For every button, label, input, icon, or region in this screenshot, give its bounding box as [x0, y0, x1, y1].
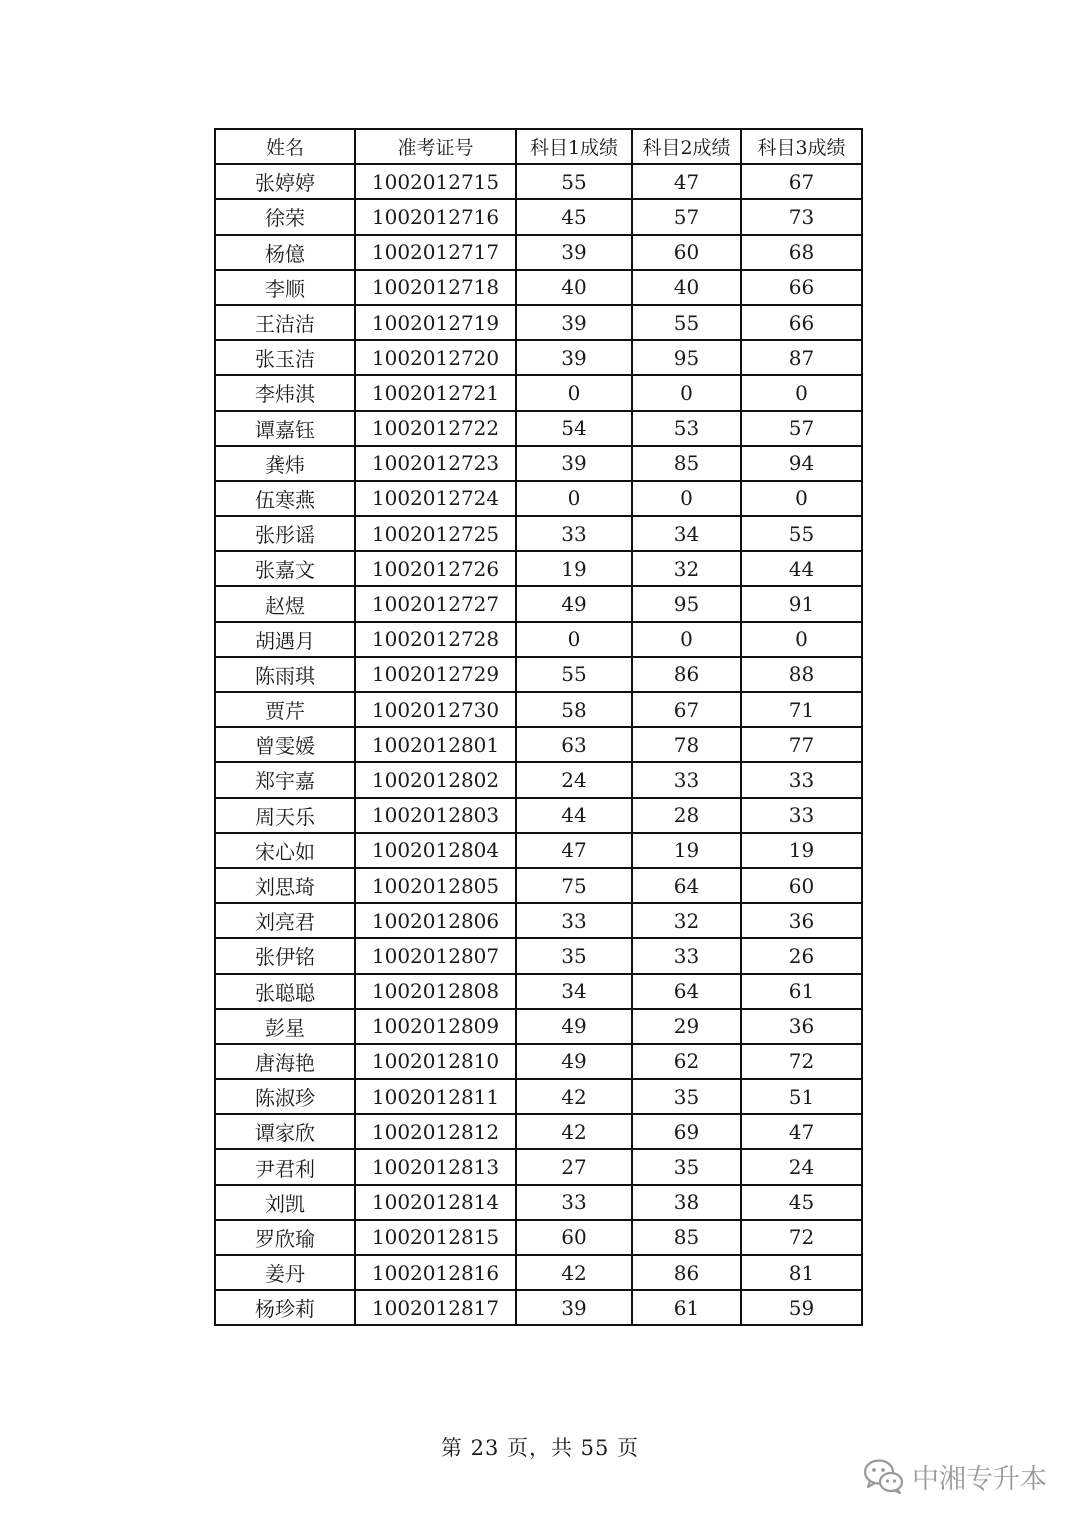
cell-subject2-score: 57: [632, 199, 741, 234]
cell-exam-id: 1002012729: [355, 657, 516, 692]
cell-subject1-score: 60: [516, 1220, 632, 1255]
cell-subject2-score: 33: [632, 938, 741, 973]
cell-subject2-score: 53: [632, 411, 741, 446]
cell-subject3-score: 73: [741, 199, 862, 234]
table-row: [215, 446, 862, 481]
cell-subject2-score: 33: [632, 762, 741, 797]
cell-subject2-score: 55: [632, 305, 741, 340]
cell-subject3-score: 94: [741, 446, 862, 481]
cell-subject3-score: 33: [741, 762, 862, 797]
cell-name: 刘凯: [215, 1185, 355, 1220]
cell-name: 陈雨琪: [215, 657, 355, 692]
cell-subject3-score: 66: [741, 270, 862, 305]
cell-subject3-score: 45: [741, 1185, 862, 1220]
cell-subject2-score: 34: [632, 516, 741, 551]
cell-exam-id: 1002012802: [355, 762, 516, 797]
cell-name: 谭嘉钰: [215, 411, 355, 446]
cell-subject2-score: 86: [632, 1255, 741, 1290]
table-row: [215, 1009, 862, 1044]
table-row: [215, 1290, 862, 1325]
cell-subject3-score: 47: [741, 1114, 862, 1149]
cell-subject3-score: 67: [741, 164, 862, 199]
table-row: [215, 903, 862, 938]
cell-subject3-score: 51: [741, 1079, 862, 1114]
cell-subject2-score: 69: [632, 1114, 741, 1149]
cell-exam-id: 1002012725: [355, 516, 516, 551]
table-row: [215, 938, 862, 973]
cell-subject1-score: 27: [516, 1149, 632, 1184]
cell-exam-id: 1002012719: [355, 305, 516, 340]
cell-subject2-score: 95: [632, 586, 741, 621]
table-row: [215, 235, 862, 270]
cell-subject3-score: 57: [741, 411, 862, 446]
cell-subject3-score: 26: [741, 938, 862, 973]
table-row: [215, 833, 862, 868]
cell-name: 刘思琦: [215, 868, 355, 903]
cell-subject3-score: 66: [741, 305, 862, 340]
cell-exam-id: 1002012816: [355, 1255, 516, 1290]
cell-subject2-score: 38: [632, 1185, 741, 1220]
cell-subject1-score: 42: [516, 1079, 632, 1114]
cell-subject2-score: 0: [632, 622, 741, 657]
cell-subject3-score: 19: [741, 833, 862, 868]
cell-subject3-score: 72: [741, 1044, 862, 1079]
table-row: [215, 692, 862, 727]
cell-exam-id: 1002012728: [355, 622, 516, 657]
cell-subject2-score: 64: [632, 868, 741, 903]
cell-subject3-score: 0: [741, 622, 862, 657]
cell-subject2-score: 62: [632, 1044, 741, 1079]
cell-exam-id: 1002012726: [355, 551, 516, 586]
cell-subject1-score: 33: [516, 1185, 632, 1220]
cell-name: 刘亮君: [215, 903, 355, 938]
cell-name: 彭星: [215, 1009, 355, 1044]
cell-subject3-score: 77: [741, 727, 862, 762]
cell-subject1-score: 33: [516, 516, 632, 551]
cell-exam-id: 1002012814: [355, 1185, 516, 1220]
cell-exam-id: 1002012724: [355, 481, 516, 516]
cell-name: 龚炜: [215, 446, 355, 481]
cell-subject1-score: 75: [516, 868, 632, 903]
cell-subject3-score: 88: [741, 657, 862, 692]
cell-subject1-score: 34: [516, 974, 632, 1009]
cell-subject3-score: 61: [741, 974, 862, 1009]
cell-subject2-score: 40: [632, 270, 741, 305]
table-row: [215, 1149, 862, 1184]
cell-name: 杨億: [215, 235, 355, 270]
cell-name: 宋心如: [215, 833, 355, 868]
cell-exam-id: 1002012812: [355, 1114, 516, 1149]
cell-subject1-score: 44: [516, 798, 632, 833]
cell-subject3-score: 36: [741, 903, 862, 938]
cell-subject1-score: 55: [516, 657, 632, 692]
table-row: [215, 1185, 862, 1220]
cell-exam-id: 1002012811: [355, 1079, 516, 1114]
cell-subject2-score: 85: [632, 1220, 741, 1255]
cell-subject2-score: 35: [632, 1079, 741, 1114]
cell-subject2-score: 0: [632, 375, 741, 410]
cell-exam-id: 1002012808: [355, 974, 516, 1009]
table-row: [215, 481, 862, 516]
cell-subject1-score: 19: [516, 551, 632, 586]
cell-subject3-score: 91: [741, 586, 862, 621]
cell-name: 伍寒燕: [215, 481, 355, 516]
cell-exam-id: 1002012809: [355, 1009, 516, 1044]
cell-name: 王洁洁: [215, 305, 355, 340]
cell-exam-id: 1002012801: [355, 727, 516, 762]
cell-name: 李顺: [215, 270, 355, 305]
header-subject3-score: 科目3成绩: [741, 129, 862, 164]
table-row: [215, 199, 862, 234]
cell-name: 尹君利: [215, 1149, 355, 1184]
cell-subject1-score: 49: [516, 1009, 632, 1044]
cell-exam-id: 1002012813: [355, 1149, 516, 1184]
cell-name: 唐海艳: [215, 1044, 355, 1079]
cell-subject2-score: 47: [632, 164, 741, 199]
cell-name: 张玉洁: [215, 340, 355, 375]
cell-subject1-score: 35: [516, 938, 632, 973]
table-row: [215, 340, 862, 375]
cell-subject2-score: 29: [632, 1009, 741, 1044]
cell-exam-id: 1002012715: [355, 164, 516, 199]
cell-subject1-score: 42: [516, 1114, 632, 1149]
cell-subject2-score: 28: [632, 798, 741, 833]
cell-subject2-score: 78: [632, 727, 741, 762]
cell-exam-id: 1002012721: [355, 375, 516, 410]
cell-exam-id: 1002012803: [355, 798, 516, 833]
cell-subject3-score: 55: [741, 516, 862, 551]
cell-exam-id: 1002012716: [355, 199, 516, 234]
cell-name: 周天乐: [215, 798, 355, 833]
table-row: [215, 516, 862, 551]
cell-name: 贾芹: [215, 692, 355, 727]
cell-subject1-score: 39: [516, 1290, 632, 1325]
cell-subject1-score: 47: [516, 833, 632, 868]
cell-exam-id: 1002012806: [355, 903, 516, 938]
cell-exam-id: 1002012722: [355, 411, 516, 446]
table-row: [215, 1079, 862, 1114]
cell-subject1-score: 55: [516, 164, 632, 199]
cell-subject1-score: 54: [516, 411, 632, 446]
cell-subject1-score: 49: [516, 586, 632, 621]
cell-subject3-score: 72: [741, 1220, 862, 1255]
cell-exam-id: 1002012727: [355, 586, 516, 621]
table-row: [215, 727, 862, 762]
cell-exam-id: 1002012817: [355, 1290, 516, 1325]
table-row: [215, 270, 862, 305]
table-row: [215, 762, 862, 797]
cell-exam-id: 1002012804: [355, 833, 516, 868]
score-table: [214, 128, 863, 1326]
cell-subject3-score: 87: [741, 340, 862, 375]
table-row: [215, 798, 862, 833]
cell-exam-id: 1002012723: [355, 446, 516, 481]
cell-exam-id: 1002012730: [355, 692, 516, 727]
cell-name: 张伊铭: [215, 938, 355, 973]
cell-subject1-score: 39: [516, 340, 632, 375]
cell-name: 郑宇嘉: [215, 762, 355, 797]
cell-subject1-score: 49: [516, 1044, 632, 1079]
table-row: [215, 1255, 862, 1290]
cell-subject1-score: 39: [516, 235, 632, 270]
table-header: [215, 129, 862, 164]
cell-subject2-score: 67: [632, 692, 741, 727]
cell-subject1-score: 0: [516, 481, 632, 516]
header-subject2-score: 科目2成绩: [632, 129, 741, 164]
cell-subject3-score: 60: [741, 868, 862, 903]
cell-name: 赵煜: [215, 586, 355, 621]
cell-exam-id: 1002012815: [355, 1220, 516, 1255]
cell-subject1-score: 40: [516, 270, 632, 305]
cell-name: 陈淑珍: [215, 1079, 355, 1114]
cell-subject1-score: 0: [516, 375, 632, 410]
cell-subject2-score: 32: [632, 903, 741, 938]
table-row: [215, 305, 862, 340]
page-number: 第 23 页，共 55 页: [440, 1436, 640, 1460]
header-name: 姓名: [215, 129, 355, 164]
wechat-icon: [862, 1456, 906, 1496]
cell-subject2-score: 64: [632, 974, 741, 1009]
cell-name: 张婷婷: [215, 164, 355, 199]
table-row: [215, 974, 862, 1009]
cell-subject2-score: 86: [632, 657, 741, 692]
cell-subject2-score: 85: [632, 446, 741, 481]
cell-name: 姜丹: [215, 1255, 355, 1290]
cell-subject3-score: 0: [741, 481, 862, 516]
cell-subject2-score: 95: [632, 340, 741, 375]
cell-subject2-score: 61: [632, 1290, 741, 1325]
cell-name: 罗欣瑜: [215, 1220, 355, 1255]
cell-subject3-score: 24: [741, 1149, 862, 1184]
cell-exam-id: 1002012718: [355, 270, 516, 305]
cell-subject1-score: 39: [516, 446, 632, 481]
table-row: [215, 586, 862, 621]
cell-exam-id: 1002012805: [355, 868, 516, 903]
cell-subject2-score: 19: [632, 833, 741, 868]
cell-name: 胡遇月: [215, 622, 355, 657]
cell-name: 张聪聪: [215, 974, 355, 1009]
cell-name: 张嘉文: [215, 551, 355, 586]
cell-subject3-score: 36: [741, 1009, 862, 1044]
cell-name: 曾雯媛: [215, 727, 355, 762]
cell-subject2-score: 0: [632, 481, 741, 516]
cell-subject3-score: 44: [741, 551, 862, 586]
cell-exam-id: 1002012717: [355, 235, 516, 270]
table-row: [215, 551, 862, 586]
table-row: [215, 868, 862, 903]
table-row: [215, 375, 862, 410]
cell-subject2-score: 35: [632, 1149, 741, 1184]
cell-name: 李炜淇: [215, 375, 355, 410]
cell-exam-id: 1002012720: [355, 340, 516, 375]
table-row: [215, 657, 862, 692]
cell-subject1-score: 24: [516, 762, 632, 797]
cell-subject3-score: 81: [741, 1255, 862, 1290]
cell-name: 杨珍莉: [215, 1290, 355, 1325]
table-row: [215, 1044, 862, 1079]
cell-subject3-score: 59: [741, 1290, 862, 1325]
cell-exam-id: 1002012810: [355, 1044, 516, 1079]
table-row: [215, 164, 862, 199]
watermark-text: 中湘专升本: [912, 1463, 1047, 1495]
cell-subject3-score: 33: [741, 798, 862, 833]
table-row: [215, 1220, 862, 1255]
table-row: [215, 622, 862, 657]
cell-name: 张彤谣: [215, 516, 355, 551]
cell-subject3-score: 0: [741, 375, 862, 410]
cell-name: 谭家欣: [215, 1114, 355, 1149]
table-body: [215, 164, 862, 1325]
header-subject1-score: 科目1成绩: [516, 129, 632, 164]
cell-subject1-score: 39: [516, 305, 632, 340]
header-row: [215, 129, 862, 164]
cell-exam-id: 1002012807: [355, 938, 516, 973]
cell-subject1-score: 33: [516, 903, 632, 938]
cell-subject2-score: 32: [632, 551, 741, 586]
cell-subject1-score: 42: [516, 1255, 632, 1290]
table-row: [215, 411, 862, 446]
cell-subject1-score: 45: [516, 199, 632, 234]
cell-name: 徐荣: [215, 199, 355, 234]
header-exam-id: 准考证号: [355, 129, 516, 164]
watermark: [862, 1456, 1047, 1496]
cell-subject1-score: 58: [516, 692, 632, 727]
table-row: [215, 1114, 862, 1149]
cell-subject1-score: 63: [516, 727, 632, 762]
cell-subject2-score: 60: [632, 235, 741, 270]
cell-subject3-score: 71: [741, 692, 862, 727]
cell-subject1-score: 0: [516, 622, 632, 657]
cell-subject3-score: 68: [741, 235, 862, 270]
